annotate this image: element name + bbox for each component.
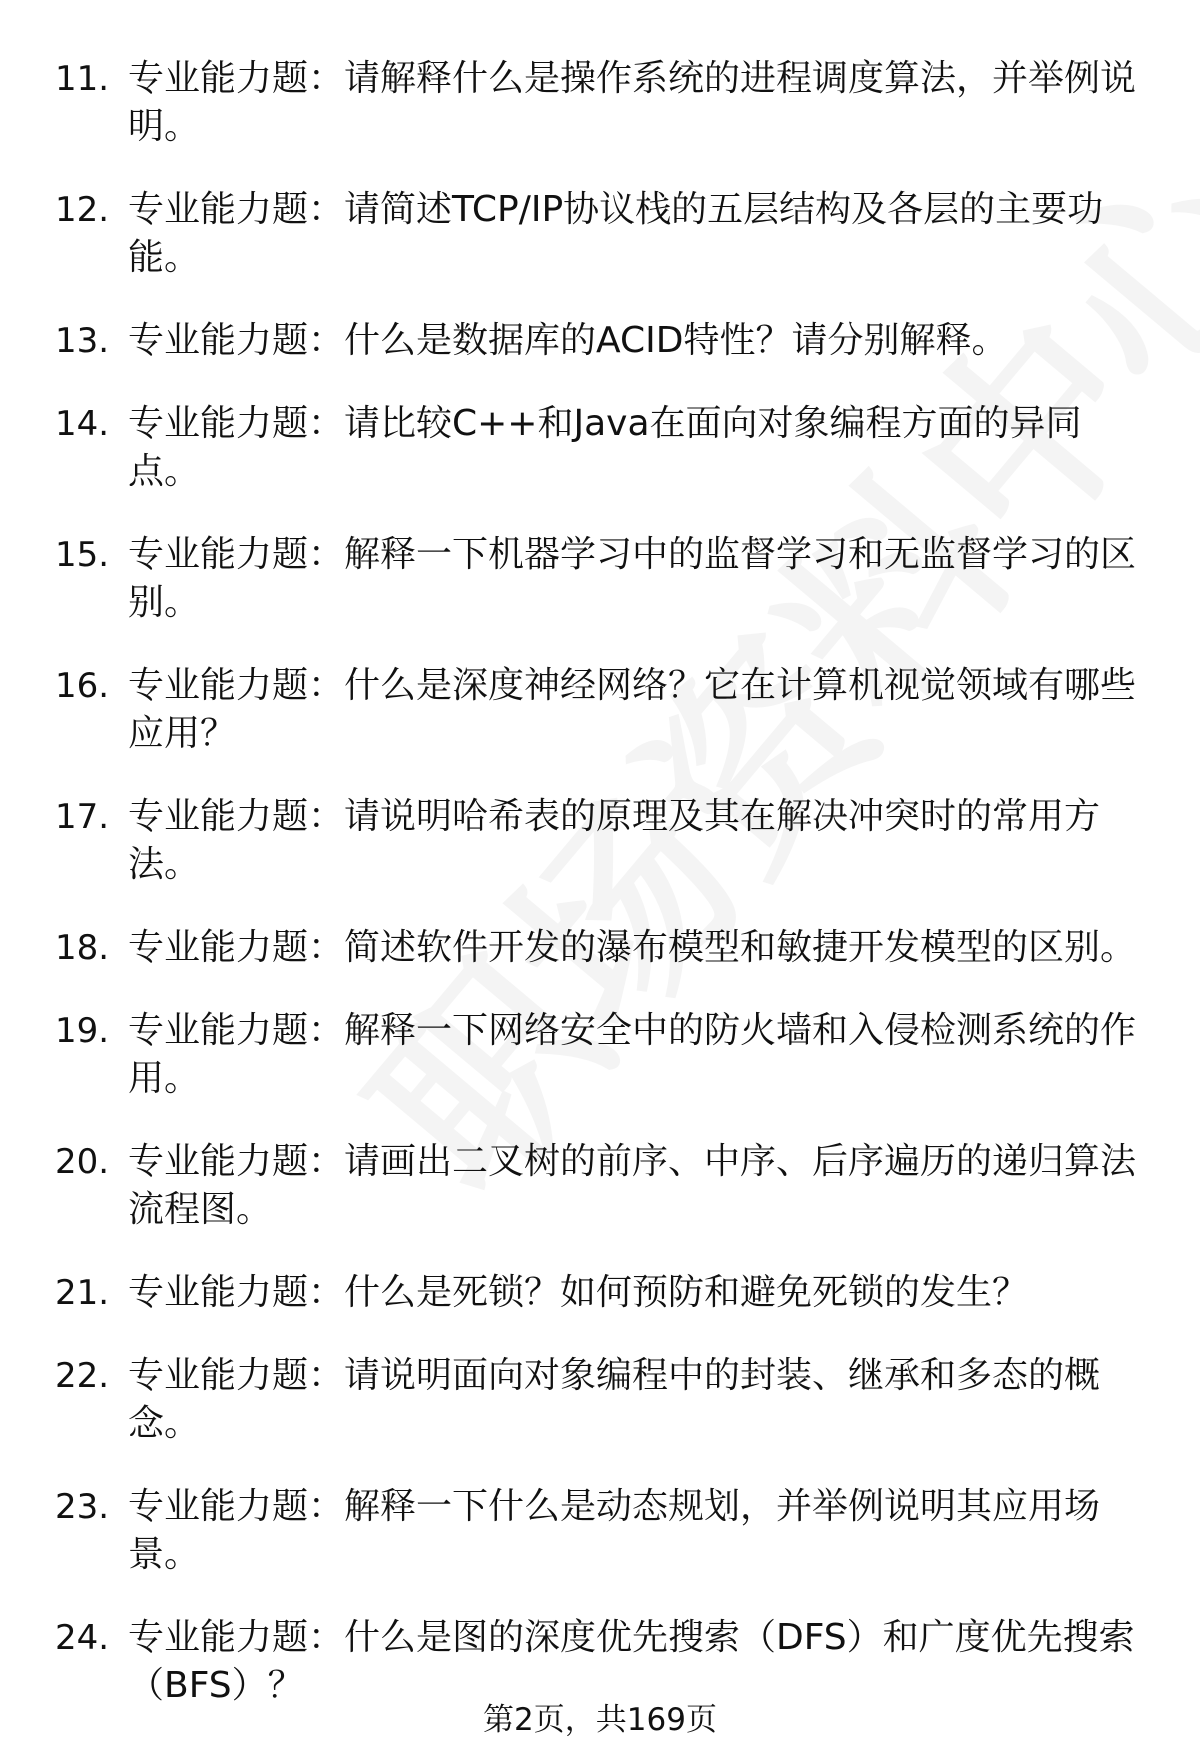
question-item xyxy=(0,1483,1200,1579)
question-text: 专业能力题：请解释什么是操作系统的进程调度算法，并举例说明。 xyxy=(128,58,1137,147)
question-text: 专业能力题：请简述TCP/IP协议栈的五层结构及各层的主要功能。 xyxy=(128,189,1104,278)
question-text: 专业能力题：解释一下机器学习中的监督学习和无监督学习的区别。 xyxy=(128,534,1137,623)
question-text: 专业能力题：什么是死锁？如何预防和避免死锁的发生？ xyxy=(128,1272,1029,1313)
question-number: 18. xyxy=(55,928,110,968)
question-number: 21. xyxy=(55,1273,110,1313)
question-number: 24. xyxy=(55,1618,110,1658)
question-text: 专业能力题：解释一下什么是动态规划，并举例说明其应用场景。 xyxy=(128,1486,1101,1575)
question-item xyxy=(0,793,1200,889)
question-list xyxy=(0,55,1200,1745)
question-item xyxy=(0,924,1200,972)
page-number-label: 第2页，共169页 xyxy=(483,1702,717,1738)
question-number: 14. xyxy=(55,404,110,444)
question-text: 专业能力题：解释一下网络安全中的防火墙和入侵检测系统的作用。 xyxy=(128,1010,1137,1099)
question-item xyxy=(0,1269,1200,1317)
question-text: 专业能力题：什么是深度神经网络？它在计算机视觉领域有哪些应用？ xyxy=(128,665,1137,754)
question-item xyxy=(0,1138,1200,1234)
question-number: 11. xyxy=(55,59,110,99)
question-number: 16. xyxy=(55,666,110,706)
question-item xyxy=(0,400,1200,496)
question-item xyxy=(0,1614,1200,1710)
question-number: 12. xyxy=(55,190,110,230)
question-number: 15. xyxy=(55,535,110,575)
question-text: 专业能力题：请比较C++和Java在面向对象编程方面的异同点。 xyxy=(128,403,1082,492)
question-item xyxy=(0,531,1200,627)
question-text: 专业能力题：请说明哈希表的原理及其在解决冲突时的常用方法。 xyxy=(128,796,1101,885)
question-number: 22. xyxy=(55,1356,110,1396)
question-text: 专业能力题：请画出二叉树的前序、中序、后序遍历的递归算法流程图。 xyxy=(128,1141,1137,1230)
question-item xyxy=(0,55,1200,151)
page-footer xyxy=(0,1700,1200,1740)
question-item xyxy=(0,662,1200,758)
question-number: 19. xyxy=(55,1011,110,1051)
question-number: 13. xyxy=(55,321,110,361)
question-number: 23. xyxy=(55,1487,110,1527)
question-item xyxy=(0,317,1200,365)
question-text: 专业能力题：请说明面向对象编程中的封装、继承和多态的概念。 xyxy=(128,1355,1101,1444)
question-item xyxy=(0,1352,1200,1448)
question-number: 20. xyxy=(55,1142,110,1182)
question-text: 专业能力题：简述软件开发的瀑布模型和敏捷开发模型的区别。 xyxy=(128,927,1137,968)
question-number: 17. xyxy=(55,797,110,837)
question-text: 专业能力题：什么是图的深度优先搜索（DFS）和广度优先搜索（BFS）？ xyxy=(128,1617,1135,1706)
question-item xyxy=(0,186,1200,282)
question-text: 专业能力题：什么是数据库的ACID特性？请分别解释。 xyxy=(128,320,1008,361)
question-item xyxy=(0,1007,1200,1103)
